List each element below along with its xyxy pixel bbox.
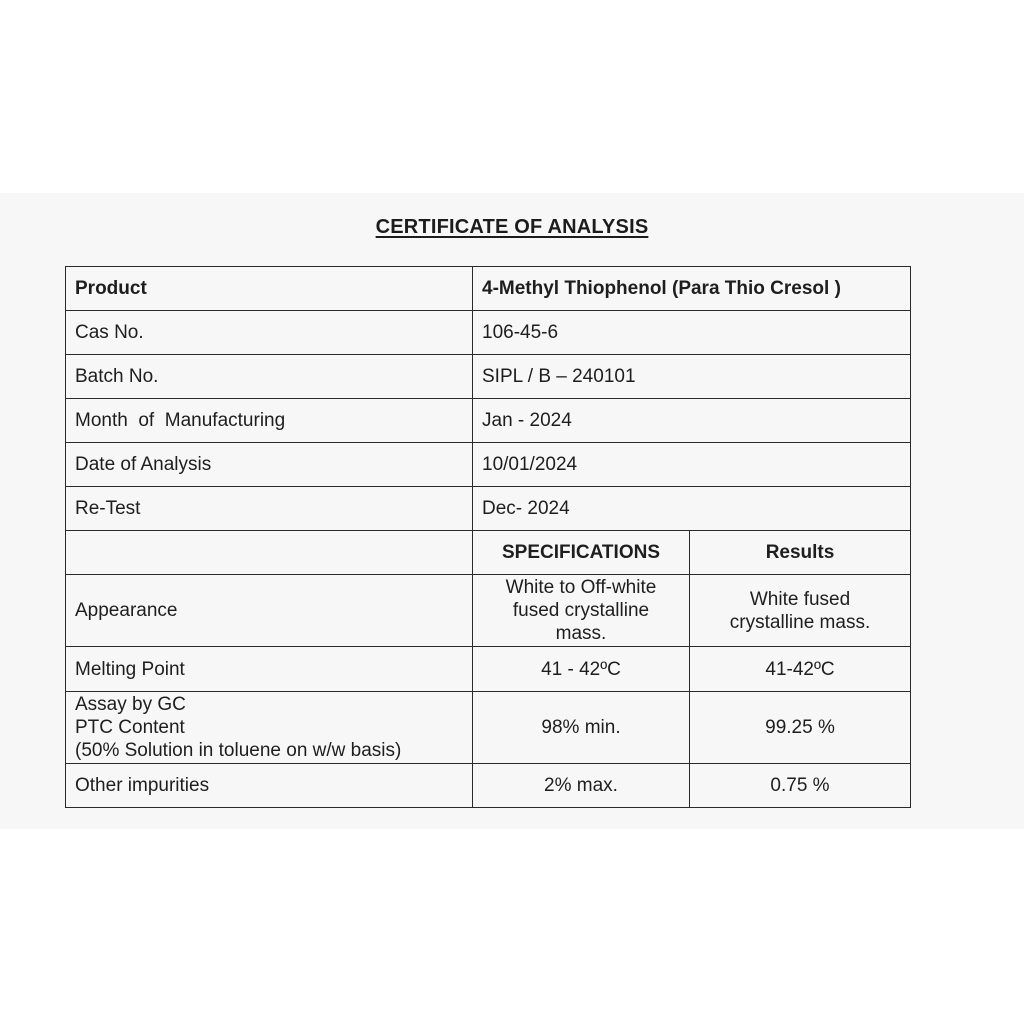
specification-melting-point (473, 647, 690, 692)
table-row-cas-no (66, 311, 911, 355)
value-date-of-analysis: 10/01/2024 (473, 443, 911, 487)
result-other-impurities (690, 764, 911, 808)
parameter-other-impurities (66, 764, 473, 808)
table-row-melting-point (66, 647, 911, 692)
parameter-line: PTC Content (75, 717, 185, 738)
certificate-table (65, 266, 911, 808)
result-appearance (690, 575, 911, 647)
specification-line: 98% min. (541, 717, 621, 738)
value-cas-no: 106-45-6 (473, 311, 911, 355)
spec-header-results: Results (690, 531, 911, 575)
parameter-line: Melting Point (75, 658, 185, 680)
parameter-line: Appearance (75, 600, 178, 621)
table-row-other-impurities (66, 764, 911, 808)
result-line: 99.25 % (765, 717, 835, 738)
parameter-appearance (66, 575, 473, 647)
label-product: Product (66, 267, 473, 311)
result-line: White fused (749, 588, 851, 610)
table-row-appearance (66, 575, 911, 647)
specification-line: 41 - 42ºC (541, 658, 621, 680)
value-re-test: Dec- 2024 (473, 487, 911, 531)
specification-line: 2% max. (544, 775, 618, 796)
result-line: crystalline mass. (729, 611, 871, 633)
label-re-test: Re-Test (66, 487, 473, 531)
parameter-assay-by-gc (66, 692, 473, 764)
result-line: 0.75 % (770, 775, 830, 796)
parameter-line: (50% Solution in toluene on w/w basis) (75, 740, 402, 761)
parameter-melting-point (66, 647, 473, 692)
label-month-of-manufacturing: Month of Manufacturing (66, 399, 473, 443)
spec-header-row (66, 531, 911, 575)
parameter-line: Other impurities (75, 775, 210, 796)
table-row-product (66, 267, 911, 311)
specification-appearance (473, 575, 690, 647)
result-melting-point (690, 647, 911, 692)
table-row-batch-no (66, 355, 911, 399)
value-batch-no: SIPL / B – 240101 (473, 355, 911, 399)
specification-line: White to Off-white (505, 577, 657, 598)
label-batch-no: Batch No. (66, 355, 473, 399)
specification-other-impurities (473, 764, 690, 808)
table-row-assay-by-gc (66, 692, 911, 764)
label-cas-no: Cas No. (66, 311, 473, 355)
specification-assay-by-gc (473, 692, 690, 764)
table-row-date-of-analysis (66, 443, 911, 487)
spec-header-parameter (66, 531, 473, 575)
value-month-of-manufacturing: Jan - 2024 (473, 399, 911, 443)
specification-line: mass. (555, 623, 607, 644)
document-title: CERTIFICATE OF ANALYSIS (375, 216, 649, 238)
result-line: 41-42ºC (765, 658, 835, 680)
spec-header-specifications: SPECIFICATIONS (473, 531, 690, 575)
value-product: 4-Methyl Thiophenol (Para Thio Cresol ) (473, 267, 911, 311)
table-row-month-of-manufacturing (66, 399, 911, 443)
result-assay-by-gc (690, 692, 911, 764)
label-date-of-analysis: Date of Analysis (66, 443, 473, 487)
table-row-re-test (66, 487, 911, 531)
specification-line: fused crystalline (512, 600, 650, 621)
parameter-line: Assay by GC (75, 694, 186, 715)
